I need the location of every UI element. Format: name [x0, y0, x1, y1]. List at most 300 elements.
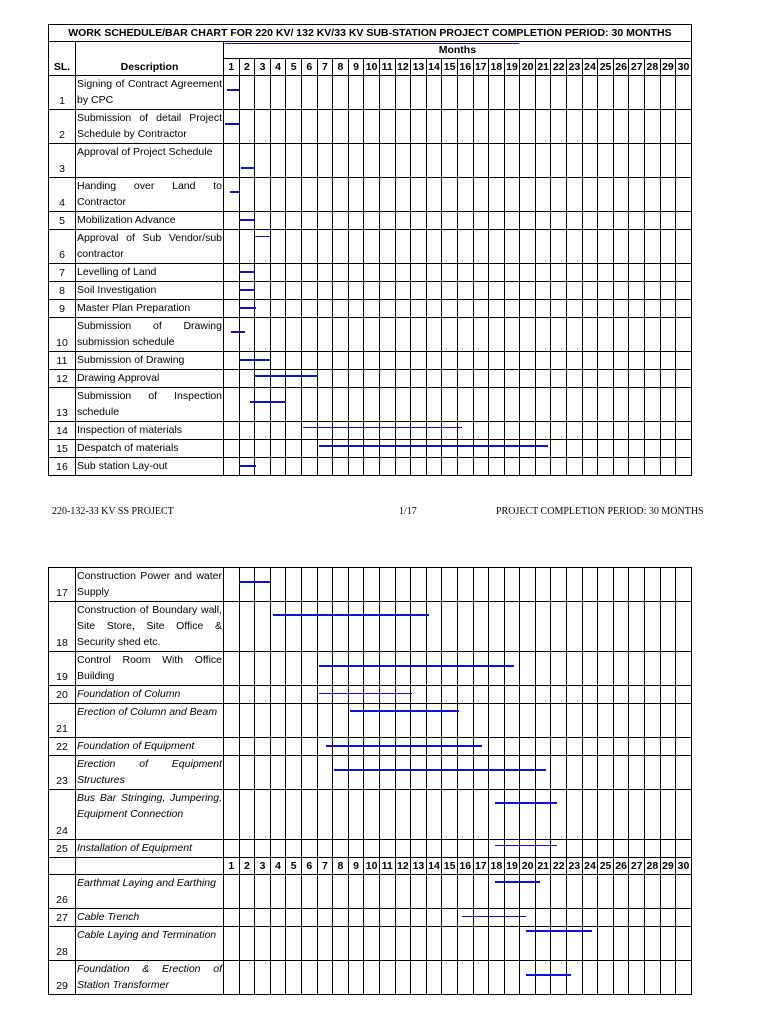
- gantt-bar-task-26: [495, 881, 540, 883]
- task-row-8: [49, 282, 692, 300]
- month-cell: [426, 352, 442, 370]
- month-cell: [457, 961, 473, 995]
- month-cell: [348, 110, 364, 144]
- month-cell: [598, 422, 614, 440]
- month-cell: [270, 388, 286, 422]
- month-cell: [504, 110, 520, 144]
- month-cell: [676, 738, 692, 756]
- month-cell: [286, 318, 302, 352]
- month-cell: [442, 840, 458, 858]
- month-cell: [645, 422, 661, 440]
- month-cell: [364, 422, 380, 440]
- month-cell: [535, 440, 551, 458]
- month-number-1: 1: [224, 858, 240, 875]
- month-cell: [598, 568, 614, 602]
- month-cell: [660, 790, 676, 840]
- month-cell: [645, 264, 661, 282]
- gantt-bar-task-19: [319, 665, 514, 667]
- gantt-bar-task-3: [241, 167, 255, 169]
- month-cell: [317, 927, 333, 961]
- month-cell: [520, 230, 536, 264]
- task-number: 13: [49, 388, 76, 422]
- month-cell: [457, 440, 473, 458]
- month-cell: [535, 756, 551, 790]
- month-cell: [613, 927, 629, 961]
- month-cell: [520, 144, 536, 178]
- month-cell: [411, 790, 427, 840]
- month-cell: [364, 440, 380, 458]
- month-cell: [457, 840, 473, 858]
- month-cell: [395, 704, 411, 738]
- month-cell: [520, 840, 536, 858]
- month-cell: [489, 909, 505, 927]
- month-cell: [317, 144, 333, 178]
- month-cell: [395, 840, 411, 858]
- month-cell: [239, 875, 255, 909]
- month-cell: [301, 840, 317, 858]
- month-cell: [255, 458, 271, 476]
- month-number-26: 26: [613, 59, 629, 76]
- month-number-15: 15: [442, 59, 458, 76]
- month-cell: [348, 76, 364, 110]
- month-cell: [442, 370, 458, 388]
- month-number-10: 10: [364, 59, 380, 76]
- task-description: Mobilization Advance: [76, 212, 224, 230]
- month-cell: [629, 110, 645, 144]
- month-cell: [598, 652, 614, 686]
- month-cell: [379, 144, 395, 178]
- month-cell: [270, 961, 286, 995]
- month-cell: [411, 652, 427, 686]
- month-cell: [442, 602, 458, 652]
- month-number-4: 4: [270, 858, 286, 875]
- month-cell: [629, 422, 645, 440]
- month-cell: [333, 875, 349, 909]
- month-cell: [582, 909, 598, 927]
- month-cell: [426, 264, 442, 282]
- task-description: Submission of detail Project Schedule by Contractor: [76, 110, 224, 144]
- month-cell: [426, 568, 442, 602]
- month-cell: [504, 230, 520, 264]
- month-cell: [613, 318, 629, 352]
- month-cell: [567, 110, 583, 144]
- month-cell: [333, 458, 349, 476]
- month-cell: [255, 790, 271, 840]
- month-number-13: 13: [411, 858, 427, 875]
- month-cell: [567, 961, 583, 995]
- month-cell: [660, 422, 676, 440]
- month-cell: [660, 144, 676, 178]
- month-cell: [582, 652, 598, 686]
- month-cell: [504, 144, 520, 178]
- month-cell: [535, 738, 551, 756]
- month-cell: [598, 840, 614, 858]
- month-cell: [333, 264, 349, 282]
- month-cell: [489, 602, 505, 652]
- task-description: Approval of Sub Vendor/sub contractor: [76, 230, 224, 264]
- month-cell: [286, 927, 302, 961]
- task-description: Construction of Boundary wall, Site Store, Site Office & Security shed etc.: [76, 602, 224, 652]
- month-cell: [489, 652, 505, 686]
- month-cell: [629, 568, 645, 602]
- month-cell: [473, 144, 489, 178]
- month-cell: [645, 230, 661, 264]
- month-cell: [473, 927, 489, 961]
- month-cell: [379, 388, 395, 422]
- month-number-30: 30: [676, 59, 692, 76]
- month-number-6: 6: [301, 59, 317, 76]
- month-cell: [224, 602, 240, 652]
- month-cell: [582, 212, 598, 230]
- month-cell: [333, 909, 349, 927]
- month-cell: [426, 388, 442, 422]
- month-number-16: 16: [457, 858, 473, 875]
- month-cell: [286, 458, 302, 476]
- month-cell: [411, 686, 427, 704]
- month-cell: [613, 300, 629, 318]
- month-cell: [333, 178, 349, 212]
- month-cell: [489, 961, 505, 995]
- month-cell: [535, 144, 551, 178]
- month-cell: [395, 370, 411, 388]
- month-cell: [270, 422, 286, 440]
- month-cell: [676, 422, 692, 440]
- month-cell: [457, 352, 473, 370]
- footer-page-number: 1/17: [399, 506, 417, 517]
- month-cell: [239, 909, 255, 927]
- month-cell: [379, 790, 395, 840]
- month-cell: [551, 282, 567, 300]
- month-cell: [255, 318, 271, 352]
- month-cell: [224, 422, 240, 440]
- month-cell: [520, 568, 536, 602]
- month-cell: [301, 264, 317, 282]
- month-cell: [286, 686, 302, 704]
- month-cell: [551, 602, 567, 652]
- month-cell: [504, 652, 520, 686]
- month-cell: [598, 300, 614, 318]
- month-cell: [567, 602, 583, 652]
- month-cell: [364, 961, 380, 995]
- month-cell: [629, 458, 645, 476]
- month-number-30: 30: [676, 858, 692, 875]
- month-cell: [395, 756, 411, 790]
- month-cell: [224, 318, 240, 352]
- month-cell: [255, 212, 271, 230]
- gantt-bar-task-23: [334, 769, 546, 771]
- task-row-17: [49, 568, 692, 602]
- month-cell: [239, 318, 255, 352]
- month-cell: [395, 264, 411, 282]
- month-cell: [301, 738, 317, 756]
- month-cell: [535, 76, 551, 110]
- month-cell: [255, 602, 271, 652]
- task-description: Despatch of materials: [76, 440, 224, 458]
- month-cell: [598, 909, 614, 927]
- month-cell: [520, 76, 536, 110]
- month-cell: [645, 790, 661, 840]
- gantt-bar-task-20: [319, 693, 413, 694]
- month-cell: [520, 178, 536, 212]
- month-cell: [348, 370, 364, 388]
- task-number: 20: [49, 686, 76, 704]
- month-cell: [317, 76, 333, 110]
- task-number: 3: [49, 144, 76, 178]
- month-cell: [535, 264, 551, 282]
- month-cell: [426, 961, 442, 995]
- month-cell: [504, 961, 520, 995]
- task-description: Bus Bar Stringing, Jumpering, Equipment Connection: [76, 790, 224, 840]
- month-cell: [442, 300, 458, 318]
- month-cell: [645, 76, 661, 110]
- month-cell: [457, 704, 473, 738]
- month-cell: [660, 318, 676, 352]
- month-cell: [473, 602, 489, 652]
- month-cell: [660, 875, 676, 909]
- month-cell: [489, 388, 505, 422]
- task-row-25: [49, 840, 692, 858]
- month-cell: [255, 756, 271, 790]
- month-number-9: 9: [348, 858, 364, 875]
- task-row-18: [49, 602, 692, 652]
- month-cell: [411, 756, 427, 790]
- month-cell: [629, 144, 645, 178]
- month-cell: [582, 422, 598, 440]
- month-cell: [457, 110, 473, 144]
- month-cell: [333, 686, 349, 704]
- month-cell: [629, 212, 645, 230]
- month-cell: [411, 422, 427, 440]
- month-cell: [660, 282, 676, 300]
- month-cell: [457, 927, 473, 961]
- month-cell: [411, 440, 427, 458]
- month-cell: [255, 568, 271, 602]
- month-cell: [379, 110, 395, 144]
- month-cell: [660, 704, 676, 738]
- month-cell: [676, 756, 692, 790]
- month-cell: [224, 388, 240, 422]
- month-cell: [270, 756, 286, 790]
- month-cell: [613, 756, 629, 790]
- month-cell: [582, 352, 598, 370]
- month-cell: [613, 388, 629, 422]
- task-number: 4: [49, 178, 76, 212]
- task-number: 17: [49, 568, 76, 602]
- gantt-bar-task-14: [303, 427, 462, 428]
- month-cell: [333, 652, 349, 686]
- month-cell: [224, 370, 240, 388]
- month-cell: [286, 110, 302, 144]
- month-cell: [660, 178, 676, 212]
- month-cell: [286, 756, 302, 790]
- month-cell: [582, 875, 598, 909]
- month-cell: [582, 300, 598, 318]
- month-cell: [286, 790, 302, 840]
- month-cell: [442, 230, 458, 264]
- month-cell: [395, 110, 411, 144]
- month-cell: [520, 756, 536, 790]
- month-cell: [364, 704, 380, 738]
- month-number-8: 8: [333, 59, 349, 76]
- month-cell: [286, 282, 302, 300]
- month-cell: [224, 264, 240, 282]
- task-description: Foundation of Column: [76, 686, 224, 704]
- month-cell: [270, 318, 286, 352]
- month-cell: [598, 282, 614, 300]
- month-cell: [239, 230, 255, 264]
- month-cell: [504, 840, 520, 858]
- month-cell: [426, 927, 442, 961]
- month-number-7: 7: [317, 59, 333, 76]
- title-row: [49, 25, 692, 42]
- month-cell: [567, 282, 583, 300]
- month-cell: [567, 178, 583, 212]
- month-cell: [426, 790, 442, 840]
- month-cell: [660, 909, 676, 927]
- month-cell: [442, 212, 458, 230]
- month-cell: [613, 370, 629, 388]
- month-cell: [660, 440, 676, 458]
- month-cell: [567, 790, 583, 840]
- month-cell: [395, 652, 411, 686]
- month-cell: [457, 422, 473, 440]
- month-cell: [255, 909, 271, 927]
- month-cell: [317, 790, 333, 840]
- month-cell: [379, 875, 395, 909]
- month-cell: [551, 458, 567, 476]
- month-cell: [598, 144, 614, 178]
- month-cell: [301, 76, 317, 110]
- month-number-14: 14: [426, 858, 442, 875]
- months-header-line: [225, 43, 520, 44]
- month-number-12: 12: [395, 858, 411, 875]
- month-cell: [551, 875, 567, 909]
- month-cell: [613, 961, 629, 995]
- month-cell: [224, 282, 240, 300]
- month-cell: [567, 352, 583, 370]
- month-cell: [489, 230, 505, 264]
- task-description: Erection of Equipment Structures: [76, 756, 224, 790]
- month-cell: [395, 178, 411, 212]
- month-cell: [255, 704, 271, 738]
- month-cell: [582, 686, 598, 704]
- month-cell: [660, 961, 676, 995]
- month-cell: [286, 300, 302, 318]
- task-number: 16: [49, 458, 76, 476]
- gantt-bar-task-1: [227, 89, 239, 91]
- month-cell: [676, 909, 692, 927]
- month-cell: [442, 282, 458, 300]
- month-number-15: 15: [442, 858, 458, 875]
- gantt-bar-task-28: [526, 930, 591, 932]
- month-number-21: 21: [535, 858, 551, 875]
- month-cell: [551, 756, 567, 790]
- task-row-16: [49, 458, 692, 476]
- month-cell: [457, 652, 473, 686]
- month-number-23: 23: [567, 858, 583, 875]
- month-number-23: 23: [567, 59, 583, 76]
- task-description: Inspection of materials: [76, 422, 224, 440]
- month-cell: [395, 318, 411, 352]
- gantt-bar-task-18: [273, 614, 429, 616]
- month-cell: [379, 686, 395, 704]
- month-cell: [489, 440, 505, 458]
- month-cell: [676, 370, 692, 388]
- month-cell: [395, 875, 411, 909]
- month-cell: [286, 76, 302, 110]
- month-cell: [504, 602, 520, 652]
- task-row-13: [49, 388, 692, 422]
- month-cell: [364, 388, 380, 422]
- month-cell: [317, 300, 333, 318]
- month-cell: [411, 875, 427, 909]
- month-cell: [286, 370, 302, 388]
- month-cell: [379, 76, 395, 110]
- month-number-27: 27: [629, 858, 645, 875]
- month-cell: [442, 264, 458, 282]
- month-cell: [301, 440, 317, 458]
- task-description: Installation of Equipment: [76, 840, 224, 858]
- month-cell: [629, 370, 645, 388]
- gantt-bar-task-6: [255, 236, 271, 237]
- month-cell: [504, 388, 520, 422]
- month-cell: [660, 370, 676, 388]
- month-cell: [333, 110, 349, 144]
- month-cell: [255, 422, 271, 440]
- month-cell: [457, 686, 473, 704]
- month-cell: [551, 652, 567, 686]
- month-cell: [473, 76, 489, 110]
- month-cell: [676, 927, 692, 961]
- month-cell: [301, 704, 317, 738]
- task-description: Cable Trench: [76, 909, 224, 927]
- month-cell: [224, 840, 240, 858]
- month-cell: [379, 422, 395, 440]
- month-cell: [598, 875, 614, 909]
- month-cell: [286, 652, 302, 686]
- month-cell: [598, 318, 614, 352]
- month-cell: [286, 264, 302, 282]
- month-cell: [333, 144, 349, 178]
- month-cell: [489, 300, 505, 318]
- month-cell: [286, 352, 302, 370]
- month-cell: [239, 790, 255, 840]
- month-cell: [598, 602, 614, 652]
- month-cell: [270, 370, 286, 388]
- month-cell: [504, 264, 520, 282]
- month-cell: [520, 686, 536, 704]
- task-row-1: [49, 76, 692, 110]
- month-number-17: 17: [473, 858, 489, 875]
- task-row-3: [49, 144, 692, 178]
- month-cell: [426, 909, 442, 927]
- month-cell: [255, 110, 271, 144]
- month-cell: [379, 458, 395, 476]
- month-cell: [567, 704, 583, 738]
- month-cell: [348, 961, 364, 995]
- gantt-bar-task-27: [462, 916, 526, 917]
- month-cell: [364, 230, 380, 264]
- month-cell: [645, 927, 661, 961]
- month-number-25: 25: [598, 59, 614, 76]
- month-cell: [224, 652, 240, 686]
- month-cell: [473, 318, 489, 352]
- task-row-28: [49, 927, 692, 961]
- month-cell: [333, 961, 349, 995]
- task-number: 28: [49, 927, 76, 961]
- month-cell: [255, 738, 271, 756]
- month-cell: [582, 144, 598, 178]
